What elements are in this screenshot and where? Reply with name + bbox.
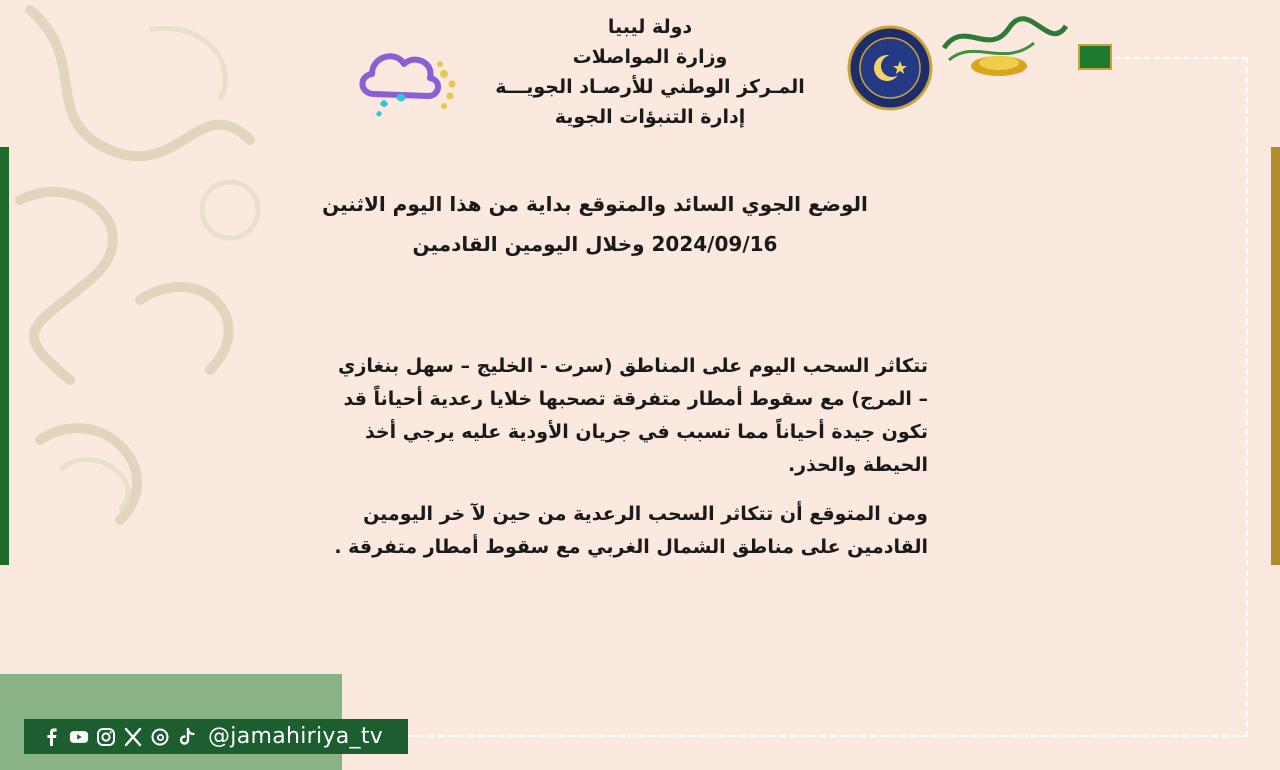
header-line-country: دولة ليبيا	[607, 16, 693, 38]
calligraphy-watermark	[0, 0, 300, 560]
title-line-2: 2024/09/16 وخلال اليومين القادمين	[412, 232, 778, 256]
threads-icon[interactable]	[150, 727, 170, 747]
frame-dashed-bottom	[408, 735, 1248, 737]
youtube-icon[interactable]	[69, 727, 89, 747]
header-line-department: إدارة التنبؤات الجوية	[554, 106, 746, 128]
paragraph1-line: – المرج) مع سقوط أمطار متفرقة تصحبها خلايا رعدية أحياناً قد	[343, 388, 928, 410]
header-line-ministry: وزارة المواصلات	[572, 46, 728, 68]
title-line-1: الوضع الجوي السائد والمتوقع بداية من هذا اليوم الاثنين	[322, 192, 868, 216]
bulletin-title	[300, 184, 890, 264]
header-institution-text	[480, 12, 820, 132]
right-accent-bar	[1271, 147, 1280, 565]
header-line-center: المـركز الوطني للأرصـاد الجويـــة	[495, 76, 805, 98]
left-accent-bar	[0, 147, 9, 565]
meteorology-center-logo	[844, 25, 936, 111]
x-icon[interactable]	[123, 727, 143, 747]
paragraph1-line: الحيطة والحذر.	[787, 454, 928, 476]
social-handle[interactable]: @jamahiriya_tv	[208, 724, 384, 749]
frame-dashed-right	[1246, 57, 1248, 737]
instagram-icon[interactable]	[96, 727, 116, 747]
bulletin-body	[334, 350, 928, 564]
paragraph2-line: ومن المتوقع أن تتكاثر السحب الرعدية من حين لآ خر اليومين	[363, 503, 928, 525]
cloud-rain-sun-icon	[352, 44, 462, 124]
paragraph2-line: القادمين على مناطق الشمال الغربي مع سقوط أمطار متفرقة .	[334, 536, 928, 558]
social-bar	[24, 719, 408, 754]
green-square-badge	[1078, 44, 1112, 70]
paragraph-gap	[338, 482, 928, 498]
paragraph1-line: تتكاثر السحب اليوم على المناطق (سرت - الخليج – سهل بنغازي	[338, 355, 928, 377]
tiktok-icon[interactable]	[177, 727, 197, 747]
frame-dashed-top	[1105, 57, 1248, 59]
paragraph1-line: تكون جيدة أحياناً مما تسبب في جريان الأودية عليه يرجي أخذ	[364, 421, 928, 443]
jamahiriya-logo	[934, 8, 1074, 78]
facebook-icon[interactable]	[42, 727, 62, 747]
